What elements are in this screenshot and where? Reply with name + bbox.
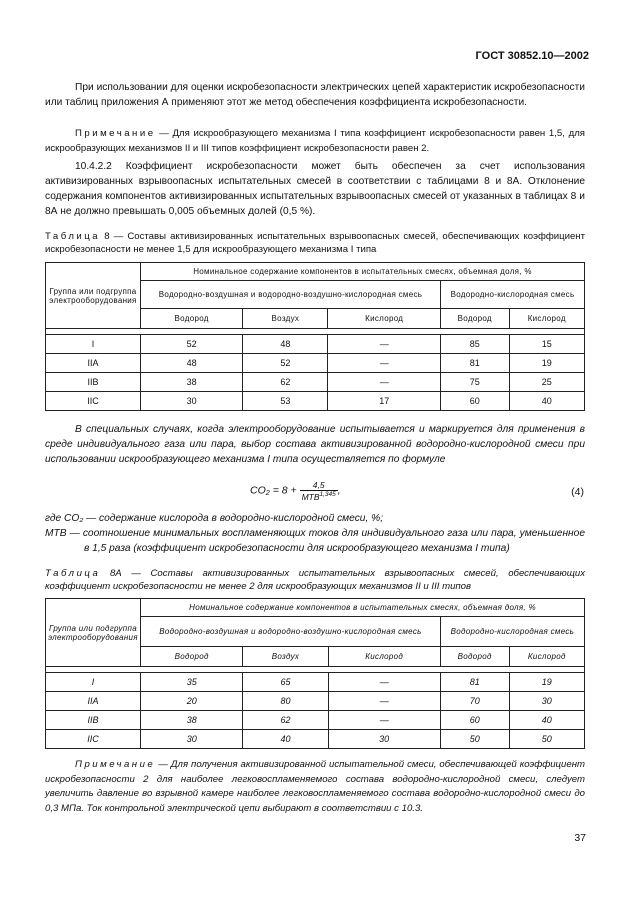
formula-lhs: CO₂ bbox=[250, 484, 270, 497]
table-8-header-mix1: Водородно-воздушная и водородно-воздушно-кислородная смесь bbox=[141, 281, 441, 309]
table-row bbox=[46, 392, 585, 411]
table-cell: — bbox=[328, 692, 440, 711]
table-8a-col-hydrogen: Водород bbox=[141, 647, 243, 667]
table-cell: IIA bbox=[46, 354, 141, 373]
paragraph-10-4-2-2: 10.4.2.2 Коэффициент искробезопасности может быть обеспечен за счет использования активизированных взрывоопасных испытательных смесей в соответствии с таблицами 8 и 8А. Отклонение содержания компонентов активизированных испытательных взрывоопасных смесей от указанных в таблицах 8 и 8А не должно превышать 0,005 объемных долей (0,5 %). bbox=[45, 161, 585, 217]
table-cell: 75 bbox=[440, 373, 509, 392]
formula-denominator bbox=[300, 491, 338, 502]
where-mtb: MTB — соотношение минимальных воспламеняющих токов для индивидуального газа или пара, уменьшенное в 1,5 раза (коэффициент искробезопасности для искрообразующего механизма I типа) bbox=[45, 528, 585, 554]
table-cell: IIA bbox=[46, 692, 141, 711]
table-cell: 50 bbox=[509, 730, 584, 749]
table-row bbox=[46, 673, 585, 692]
table-cell: IIB bbox=[46, 711, 141, 730]
table-row bbox=[46, 692, 585, 711]
table-cell: 30 bbox=[141, 730, 243, 749]
table-cell: 52 bbox=[243, 354, 328, 373]
table-cell: 19 bbox=[509, 673, 584, 692]
table-cell: — bbox=[328, 673, 440, 692]
table-cell: 70 bbox=[440, 692, 509, 711]
table-cell: — bbox=[328, 711, 440, 730]
table-cell: I bbox=[46, 673, 141, 692]
table-cell: 48 bbox=[243, 335, 328, 354]
table-cell: 38 bbox=[141, 373, 243, 392]
note-1 bbox=[45, 127, 585, 156]
table-cell: I bbox=[46, 335, 141, 354]
table-8-col-hydrogen-2: Водород bbox=[440, 309, 509, 329]
table-cell: 80 bbox=[243, 692, 328, 711]
table-8-col-oxygen-2: Кислород bbox=[509, 309, 584, 329]
table-cell: 40 bbox=[243, 730, 328, 749]
table-row bbox=[46, 335, 585, 354]
table-8a-col-hydrogen-2: Водород bbox=[440, 647, 509, 667]
table-cell: 20 bbox=[141, 692, 243, 711]
table-8-header-group: Группа или подгруппа электрооборудования bbox=[46, 263, 141, 329]
table-row bbox=[46, 711, 585, 730]
paragraph-1: При использовании для оценки искробезопасности электрических цепей характеристик искробезопасности или таблиц приложения А применяют этот же метод обеспечения коэффициента искробезопасности. bbox=[45, 82, 585, 108]
table-cell: 40 bbox=[509, 711, 584, 730]
table-cell: 62 bbox=[243, 373, 328, 392]
table-cell: IIC bbox=[46, 730, 141, 749]
table-cell: 15 bbox=[509, 335, 584, 354]
table-cell: 17 bbox=[328, 392, 441, 411]
table-cell: IIB bbox=[46, 373, 141, 392]
table-cell: 85 bbox=[440, 335, 509, 354]
table-cell: 81 bbox=[440, 673, 509, 692]
table-cell: 48 bbox=[141, 354, 243, 373]
table-cell: 50 bbox=[440, 730, 509, 749]
note-2-text: — Для получения активизированной испытательной смеси, обеспечивающей коэффициент искробезопасности 2 для наиболее легковоспламеняемого состава водородно-кислородной смеси, следует увеличить давление во взрывной камере наиболее легковоспламеняемого состава водородно-кислородной смеси до 0,3 МПа. Ток контрольной электрической цепи выбирают в соответствии с 10.3. bbox=[45, 759, 585, 814]
table-row bbox=[46, 354, 585, 373]
table-8a-header-nominal: Номинальное содержание компонентов в испытательных смесях, объемная доля, % bbox=[141, 599, 585, 617]
table-cell: 60 bbox=[440, 711, 509, 730]
formula-numerator: 4,5 bbox=[300, 480, 338, 491]
table-8a bbox=[45, 598, 585, 749]
table-cell: 30 bbox=[509, 692, 584, 711]
table-8a-caption-label: Таблица bbox=[45, 568, 101, 579]
table-8-header-nominal: Номинальное содержание компонентов в испытательных смесях, объемная доля, % bbox=[141, 263, 585, 281]
table-8a-caption bbox=[45, 567, 585, 593]
table-8a-col-oxygen: Кислород bbox=[328, 647, 440, 667]
table-cell: 25 bbox=[509, 373, 584, 392]
table-row bbox=[46, 373, 585, 392]
table-8a-header-group: Группа или подгруппа электрооборудования bbox=[46, 599, 141, 667]
formula-number: (4) bbox=[571, 486, 584, 498]
table-8 bbox=[45, 262, 585, 411]
note-1-label: Примечание bbox=[75, 128, 156, 139]
note-1-text: — Для искрообразующего механизма I типа коэффициент искробезопасности равен 1,5, для искрообразующих механизмов II и III типов коэффициент искробезопасности равен 2. bbox=[45, 128, 585, 154]
note-2 bbox=[45, 758, 585, 816]
table-8a-caption-text: 8А — Составы активизированных испытательных взрывоопасных смесей, обеспечивающих коэффициент искробезопасности не менее 2 для искрообразующих механизмов II и III типов bbox=[45, 568, 585, 592]
where-co2: где CO₂ — содержание кислорода в водородно-кислородной смеси, %; bbox=[45, 513, 384, 524]
table-8-col-hydrogen: Водород bbox=[141, 309, 243, 329]
table-8a-col-oxygen-2: Кислород bbox=[509, 647, 584, 667]
table-8a-header-mix1: Водородно-воздушная и водородно-воздушно-кислородная смесь bbox=[141, 617, 441, 647]
formula-denominator-base: МТВ bbox=[301, 491, 320, 502]
table-cell: — bbox=[328, 335, 441, 354]
table-8a-header-mix2: Водородно-кислородная смесь bbox=[440, 617, 584, 647]
table-cell: — bbox=[328, 373, 441, 392]
table-cell: — bbox=[328, 354, 441, 373]
table-cell: 81 bbox=[440, 354, 509, 373]
paragraph-special-cases: В специальных случаях, когда электрооборудование испытывается и маркируется для применения в среде индивидуального газа или пара, выбор состава активизированной водородно-кислородной смеси при использовании искрообразующего механизма I типа осуществляется по формуле bbox=[45, 424, 585, 465]
table-8a-col-air: Воздух bbox=[243, 647, 328, 667]
table-cell: 30 bbox=[328, 730, 440, 749]
formula-4 bbox=[250, 480, 341, 502]
table-cell: 35 bbox=[141, 673, 243, 692]
table-row bbox=[46, 730, 585, 749]
table-cell: 65 bbox=[243, 673, 328, 692]
table-cell: 60 bbox=[440, 392, 509, 411]
standard-header: ГОСТ 30852.10—2002 bbox=[475, 50, 589, 62]
table-cell: 19 bbox=[509, 354, 584, 373]
table-8-header-mix2: Водородно-кислородная смесь bbox=[440, 281, 584, 309]
table-8-col-air: Воздух bbox=[243, 309, 328, 329]
formula-eq: = 8 + bbox=[272, 484, 297, 497]
table-8-caption-text: 8 — Составы активизированных испытательных взрывоопасных смесей, обеспечивающих коэффициент искробезопасности не менее 1,5 для искрообразующего механизма I типа bbox=[45, 231, 585, 255]
table-cell: 53 bbox=[243, 392, 328, 411]
table-cell: 52 bbox=[141, 335, 243, 354]
page-number: 37 bbox=[574, 832, 586, 844]
table-8-col-oxygen: Кислород bbox=[328, 309, 441, 329]
formula-fraction bbox=[300, 480, 338, 502]
table-cell: 30 bbox=[141, 392, 243, 411]
table-cell: 62 bbox=[243, 711, 328, 730]
table-cell: 40 bbox=[509, 392, 584, 411]
formula-exponent: 1,345 bbox=[319, 491, 336, 498]
table-cell: IIC bbox=[46, 392, 141, 411]
table-8-caption-label: Таблица bbox=[45, 231, 101, 242]
table-cell: 38 bbox=[141, 711, 243, 730]
formula-tail: , bbox=[337, 484, 341, 497]
note-2-label: Примечание bbox=[75, 759, 156, 770]
table-8-caption bbox=[45, 230, 585, 256]
